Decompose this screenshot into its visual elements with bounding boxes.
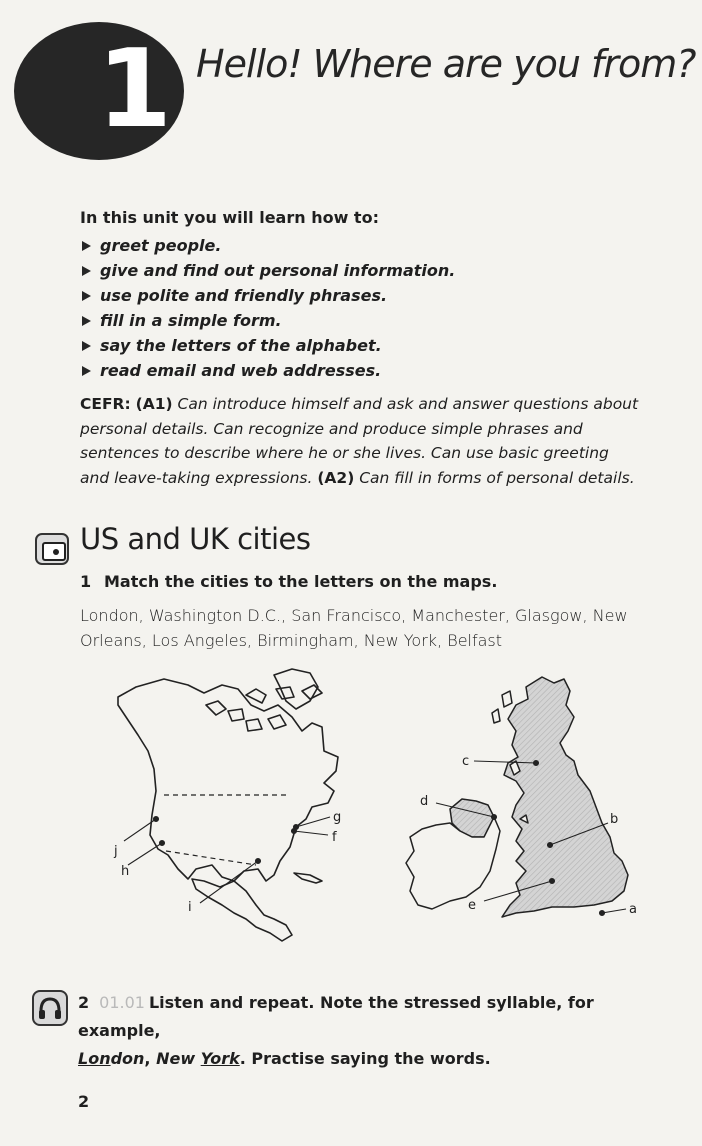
objective-item: fill in a simple form.: [80, 308, 640, 333]
headphones-icon: [32, 990, 68, 1026]
unit-title: Hello! Where are you from?: [196, 42, 696, 86]
example-london: London: [78, 1049, 145, 1068]
exercise1-text: Match the cities to the letters on the maps.: [104, 572, 498, 591]
objectives-heading: In this unit you will learn how to:: [80, 208, 379, 227]
exercise1-number: 1: [80, 572, 92, 591]
map-label-d: d: [420, 794, 429, 809]
bullet-arrow-icon: [82, 241, 91, 251]
map-label-e: e: [468, 898, 476, 913]
cefr-a1-text: Can introduce himself and ask and answer questions about personal details. Can recognize and produce simple phrases and sentences to describe where he or she lives. Can use basic greeting and leave-taking expressions.: [80, 395, 639, 487]
objective-item: say the letters of the alphabet.: [80, 333, 640, 358]
map-label-a: a: [629, 902, 637, 917]
objective-item: read email and web addresses.: [80, 358, 640, 383]
map-label-g: g: [333, 810, 342, 825]
bullet-arrow-icon: [82, 366, 91, 376]
section-title: US and UK cities: [80, 522, 311, 556]
cefr-label: CEFR:: [80, 395, 131, 413]
cefr-a1-tag: (A1): [135, 395, 173, 413]
objective-item: greet people.: [80, 233, 640, 258]
exercise2-number: 2: [78, 993, 90, 1012]
cefr-a2-tag: (A2): [317, 468, 355, 487]
map-label-h: h: [121, 864, 130, 879]
exercise1-instruction: [80, 572, 497, 591]
objective-item: use polite and friendly phrases.: [80, 283, 640, 308]
audio-track-number[interactable]: 01.01: [99, 993, 145, 1012]
cefr-a2-text: Can fill in forms of personal details.: [359, 468, 635, 487]
bullet-arrow-icon: [82, 266, 91, 276]
unit-badge: [14, 22, 184, 160]
bullet-arrow-icon: [82, 341, 91, 351]
page-number: 2: [78, 1092, 90, 1111]
map-label-f: f: [332, 830, 337, 845]
north-america-map: [118, 669, 338, 941]
map-label-c: c: [462, 754, 470, 769]
cefr-description: [80, 392, 640, 490]
objectives-list: [80, 233, 640, 383]
maps-figure: [96, 665, 656, 955]
map-label-i: i: [188, 900, 192, 915]
objectives-block: [80, 208, 640, 383]
uk-map: [406, 677, 628, 917]
us-pointers: [124, 817, 330, 904]
objective-item: give and find out personal information.: [80, 258, 640, 283]
example-new-york: New York: [156, 1049, 240, 1068]
exercise2-instruction: 2 01.01 Listen and repeat. Note the stressed syllable, for example, London, New York. Practise saying the words.: [78, 993, 594, 1068]
unit-number: 1: [96, 27, 168, 152]
city-list: London, Washington D.C., San Francisco, Manchester, Glasgow, New Orleans, Los Angeles, Birmingham, New York, Belfast: [80, 606, 628, 650]
map-label-j: j: [114, 844, 118, 859]
map-label-b: b: [610, 812, 619, 827]
vocabulary-icon: [35, 533, 69, 565]
us-mexico-border: [166, 851, 256, 865]
exercise2-text-b: . Practise saying the words.: [239, 1049, 491, 1068]
bullet-arrow-icon: [82, 291, 91, 301]
exercise2-text-a: Listen and repeat. Note the stressed syllable, for example,: [78, 993, 594, 1040]
bullet-arrow-icon: [82, 316, 91, 326]
